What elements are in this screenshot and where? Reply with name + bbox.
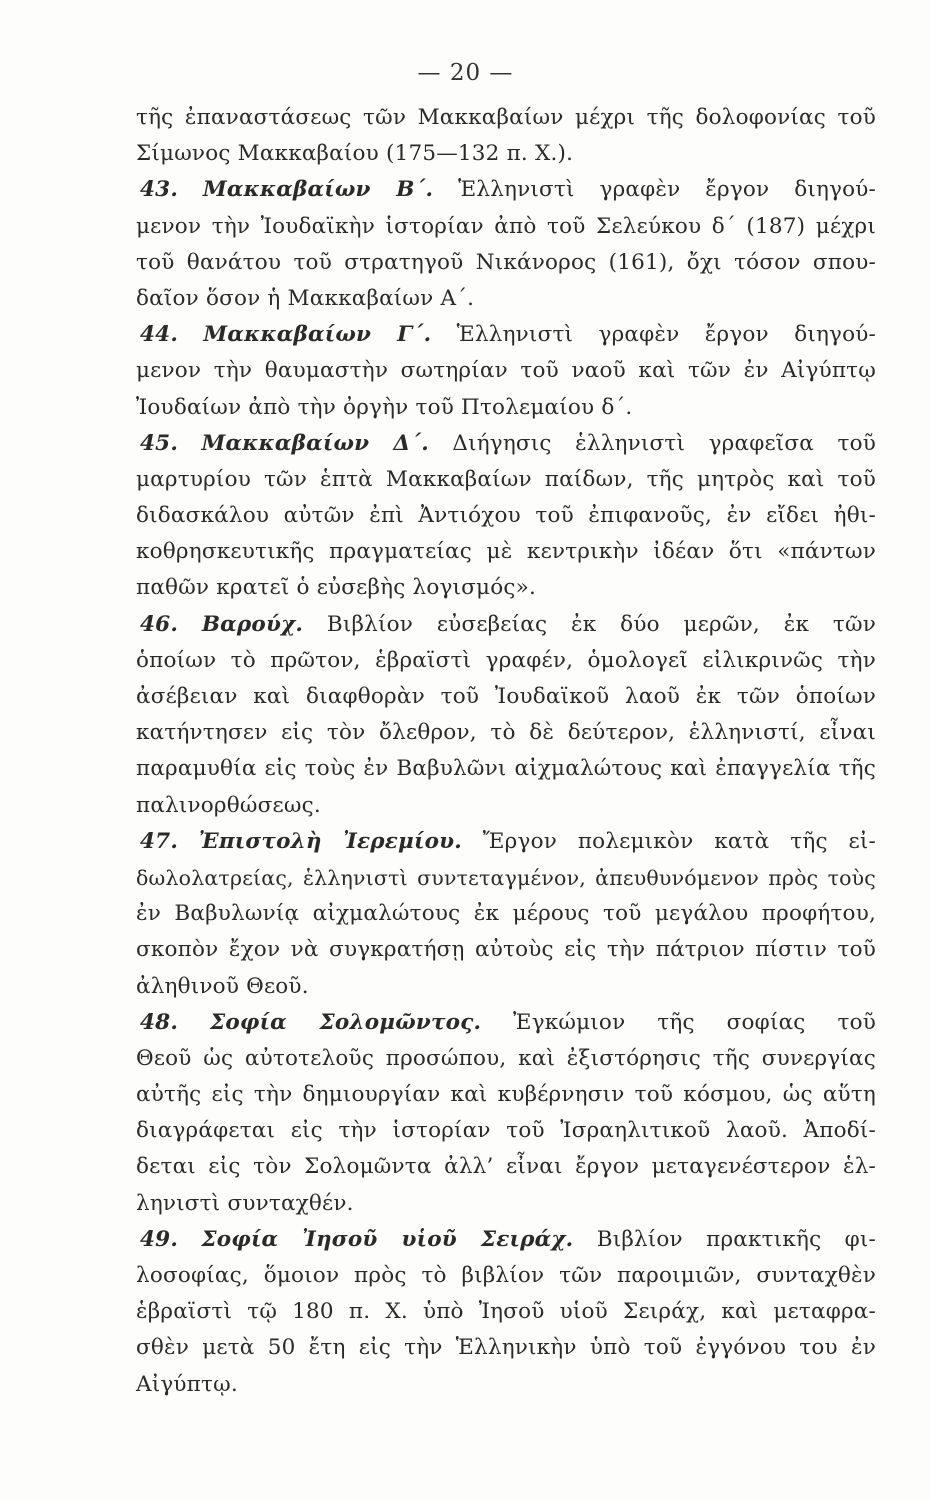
text-line <box>136 1077 876 1113</box>
line-text: μενον τὴν θαυμαστὴν σωτηρίαν τοῦ ναοῦ καὶ τῶν ἐν Αἰγύπτῳ <box>136 358 876 384</box>
line-text: Διήγησις ἑλληνιστὶ γραφεῖσα τοῦ <box>428 430 876 456</box>
line-text: τῆς ἐπαναστάσεως τῶν Μακκαβαίων μέχρι τῆς δολοφονίας τοῦ <box>136 105 876 130</box>
line-text: ἐν Βαβυλωνίᾳ αἰχμαλώτους ἐκ μέρους τοῦ μεγάλου προφήτου, <box>136 901 876 927</box>
entry-title: Σοφία Ἰησοῦ υἱοῦ Σειράχ. <box>201 1226 574 1252</box>
text-line <box>136 896 876 932</box>
line-text: διαγράφεται εἰς τὴν ἱστορίαν τοῦ Ἰσραηλιτικοῦ λαοῦ. Ἀποδί- <box>136 1118 876 1144</box>
line-text: Αἰγύπτῳ. <box>136 1371 238 1397</box>
entry-heading-line <box>136 1005 876 1041</box>
text-line <box>136 643 876 679</box>
line-text: ὁποίων τὸ πρῶτον, ἑβραϊστὶ γραφέν, ὁμολογεῖ εἰλικρινῶς τὴν <box>136 647 876 673</box>
line-text: μαρτυρίου τῶν ἑπτὰ Μακκαβαίων παίδων, τῆς μητρὸς καὶ τοῦ <box>136 466 876 492</box>
entry-number: 46. <box>140 611 179 637</box>
line-text: δεται εἰς τὸν Σολομῶντα ἀλλ’ εἶναι ἔργον μεταγενέστερον ἑλ- <box>136 1154 876 1180</box>
entry-title: Ἐπιστολὴ Ἰερεμίου. <box>198 828 462 854</box>
text-line <box>136 281 876 317</box>
entry-heading-line <box>136 317 876 353</box>
line-text: Βιβλίον πρακτικῆς φι- <box>573 1226 877 1252</box>
text-line <box>136 788 876 824</box>
text-line <box>136 751 876 787</box>
text-line <box>136 679 876 715</box>
entry-heading-line <box>136 1222 876 1258</box>
line-text: σθὲν μετὰ 50 ἔτη εἰς τὴν Ἑλληνικὴν ὑπὸ τοῦ ἐγγόνου του ἐν <box>136 1335 876 1361</box>
entry-heading-line <box>136 172 876 208</box>
text-line <box>136 353 876 389</box>
text-line <box>136 1186 876 1222</box>
line-text: Βιβλίον εὐσεβείας ἐκ δύο μερῶν, ἐκ τῶν <box>303 611 876 637</box>
line-text: κατήντησεν εἰς τὸν ὄλεθρον, τὸ δὲ δεύτερον, ἑλληνιστί, εἶναι <box>136 720 876 746</box>
line-text: Ἑλληνιστὶ γραφὲν ἔργον διηγού- <box>431 322 876 348</box>
line-text: ἀσέβειαν καὶ διαφθορὰν τοῦ Ἰουδαϊκοῦ λαοῦ ἐκ τῶν ὁποίων <box>136 684 876 709</box>
line-text: τοῦ θανάτου τοῦ στρατηγοῦ Νικάνορος (161), ὄχι τόσον σπου- <box>136 249 876 275</box>
text-line <box>136 1041 876 1077</box>
line-text: παθῶν κρατεῖ ὁ εὐσεβὴς λογισμός». <box>136 575 536 601</box>
text-line <box>136 1330 876 1366</box>
text-line <box>136 1149 876 1185</box>
entry-heading-line <box>136 607 876 643</box>
text-line <box>136 1113 876 1149</box>
line-text: σκοπὸν ἔχον νὰ συγκρατήσῃ αὐτοὺς εἰς τὴν πάτριον πίστιν τοῦ <box>136 937 876 963</box>
text-line <box>136 534 876 570</box>
entry-number: 45. <box>140 430 179 456</box>
line-text: Ἐγκώμιον τῆς σοφίας τοῦ <box>481 1009 876 1035</box>
text-line <box>136 100 876 136</box>
entry-title: Μακκαβαίων Γ΄. <box>203 322 432 348</box>
line-text: παλινορθώσεως. <box>136 792 321 818</box>
page-number: — 20 — <box>417 60 514 86</box>
text-line <box>136 245 876 281</box>
text-line <box>136 1294 876 1330</box>
line-text: λοσοφίας, ὅμοιον πρὸς τὸ βιβλίον τῶν παροιμιῶν, συνταχθὲν <box>136 1263 876 1288</box>
text-line <box>136 498 876 534</box>
text-line <box>136 209 876 245</box>
line-text: δωλολατρείας, ἑλληνιστὶ συντεταγμένον, ἀπευθυνόμενον πρὸς τοὺς <box>136 865 876 890</box>
line-text: παραμυθία εἰς τοὺς ἐν Βαβυλῶνι αἰχμαλώτους καὶ ἐπαγγελία τῆς <box>136 756 876 782</box>
entry-title: Σοφία Σολομῶντος. <box>209 1009 482 1035</box>
text-line <box>136 860 876 896</box>
text-line <box>136 1258 876 1294</box>
text-line <box>136 390 876 426</box>
text-line <box>136 969 876 1005</box>
line-text: Ἔργον πολεμικὸν κατὰ τῆς εἰ- <box>461 828 876 854</box>
entry-title: Μακκαβαίων Δ΄. <box>201 430 429 456</box>
entry-number: 43. <box>140 177 179 203</box>
line-text: διδασκάλου αὐτῶν ἐπὶ Ἀντιόχου τοῦ ἐπιφανοῦς, ἐν εἴδει ἠθι- <box>136 503 876 529</box>
line-text: ἀληθινοῦ Θεοῦ. <box>136 973 309 999</box>
line-text: Θεοῦ ὡς αὐτοτελοῦς προσώπου, καὶ ἐξιστόρησις τῆς συνεργίας <box>136 1045 876 1071</box>
line-text: κοθρησκευτικῆς πραγματείας μὲ κεντρικὴν ἰδέαν ὅτι «πάντων <box>136 539 876 565</box>
text-line <box>136 715 876 751</box>
text-body <box>136 100 876 1403</box>
entry-heading-line <box>136 426 876 462</box>
text-line <box>136 932 876 968</box>
entry-title: Μακκαβαίων Β΄. <box>202 177 434 203</box>
line-text: μενον τὴν Ἰουδαϊκὴν ἱστορίαν ἀπὸ τοῦ Σελεύκου δ΄ (187) μέχρι <box>136 213 876 239</box>
text-line <box>136 136 876 172</box>
entry-title: Βαρούχ. <box>201 611 304 637</box>
entry-number: 47. <box>140 828 179 854</box>
text-line <box>136 462 876 498</box>
text-line <box>136 570 876 606</box>
line-text: αὐτῆς εἰς τὴν δημιουργίαν καὶ κυβέρνησιν τοῦ κόσμου, ὡς αὕτη <box>136 1082 876 1108</box>
entry-number: 48. <box>140 1009 179 1035</box>
line-text: δαῖον ὅσον ἡ Μακκαβαίων Α΄. <box>136 285 475 311</box>
line-text: ἑβραϊστὶ τῷ 180 π. Χ. ὑπὸ Ἰησοῦ υἱοῦ Σειράχ, καὶ μεταφρα- <box>136 1299 876 1325</box>
line-text: Ἰουδαίων ἀπὸ τὴν ὀργὴν τοῦ Πτολεμαίου δ΄. <box>136 394 633 420</box>
line-text: Ἑλληνιστὶ γραφὲν ἔργον διηγού- <box>433 177 876 203</box>
text-line <box>136 1367 876 1403</box>
entry-heading-line <box>136 824 876 860</box>
entry-number: 44. <box>140 322 179 348</box>
line-text: Σίμωνος Μακκαβαίου (175—132 π. Χ.). <box>136 141 574 167</box>
line-text: ληνιστὶ συνταχθέν. <box>136 1190 354 1216</box>
entry-number: 49. <box>140 1226 179 1252</box>
